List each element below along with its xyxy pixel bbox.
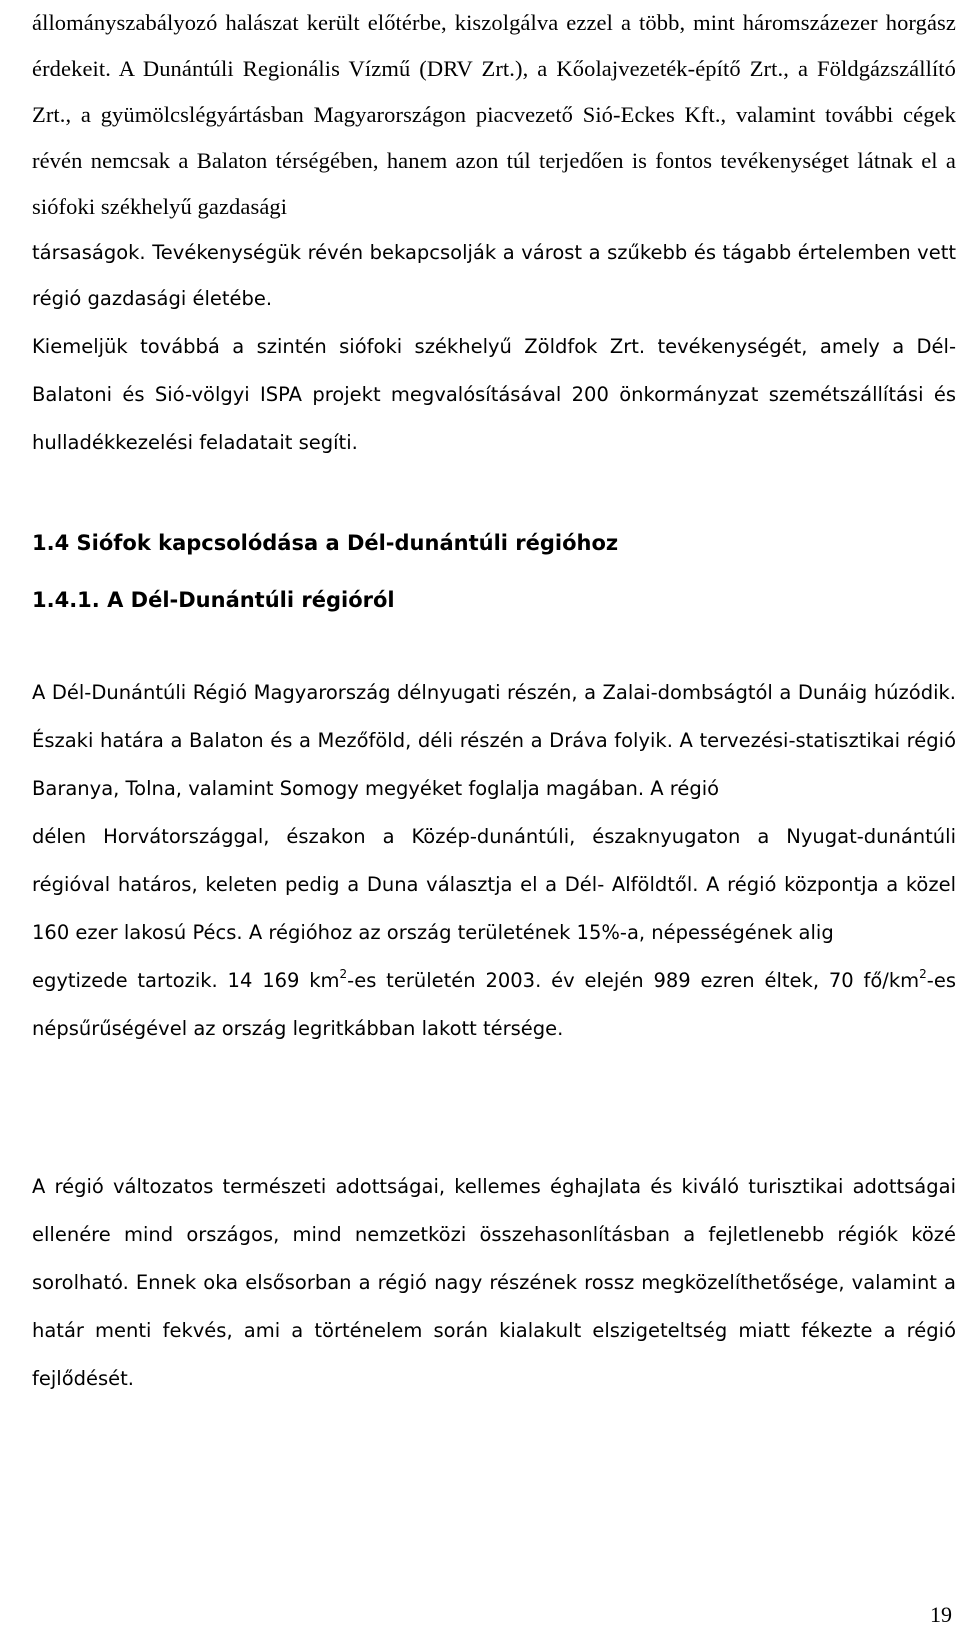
region-text-3c: -es népsűrűségével az ország legritkábban lakott térsége. bbox=[32, 969, 956, 1040]
paragraph-tourism: A régió változatos természeti adottságai, kellemes éghajlata és kiváló turisztikai adottságai ellenére mind országos, mind nemzetközi összehasonlításban a fejletlenebb régiók közé sorolható. Ennek oka elsősorban a régió nagy részének rossz megközelíthetősége, valamint a határ menti fekvés, ami a történelem során kialakult elszigeteltség miatt fékezte a régió fejlődését. bbox=[32, 1175, 956, 1390]
page-number: 19 bbox=[930, 1602, 952, 1627]
paragraph-region bbox=[32, 669, 956, 1053]
region-text-3 bbox=[32, 957, 956, 1053]
superscript-2-a: 2 bbox=[339, 967, 348, 981]
region-text-3a: egytizede tartozik. 14 169 km bbox=[32, 969, 340, 992]
section-heading-1-4: 1.4 Siófok kapcsolódása a Dél-dunántúli régióhoz bbox=[32, 531, 619, 555]
subsection-heading-1-4-1: 1.4.1. A Dél-Dunántúli régióról bbox=[32, 588, 395, 612]
region-text-2: délen Horvátországgal, északon a Közép-dunántúli, északnyugaton a Nyugat-dunántúli régióval határos, keleten pedig a Duna választja el a Dél- Alföldtől. A régió központja a közel 160 ezer lakosú Pécs. A régióhoz az ország területének 15%-a, népességének alig bbox=[32, 825, 956, 944]
paragraph-intro bbox=[32, 0, 956, 322]
intro-text-part2: társaságok. Tevékenységük révén bekapcsolják a várost a szűkebb és tágabb értelemben vett régió gazdasági életébe. bbox=[32, 241, 956, 310]
intro-text-part1: állományszabályozó halászat került előtérbe, kiszolgálva ezzel a több, mint háromszázezer horgász érdekeit. A Dunántúli Regionális Vízmű (DRV Zrt.), a Kőolajvezeték-építő Zrt., a Földgázszállító Zrt., a gyümölcslégyártásban Magyarországon piacvezető Sió-Eckes Kft., valamint további cégek révén nemcsak a Balaton térségében, hanem azon túl terjedően is fontos tevékenységet látnak el a siófoki székhelyű gazdasági bbox=[32, 10, 956, 219]
superscript-2-b: 2 bbox=[919, 967, 927, 981]
paragraph-zoldfok: Kiemeljük továbbá a szintén siófoki székhelyű Zöldfok Zrt. tevékenységét, amely a Dél-Balatoni és Sió-völgyi ISPA projekt megvalósításával 200 önkormányzat szemétszállítási és hulladékkezelési feladatait segíti. bbox=[32, 335, 956, 454]
region-text-1: A Dél-Dunántúli Régió Magyarország délnyugati részén, a Zalai-dombságtól a Dunáig húzódik. Északi határa a Balaton és a Mezőföld, déli részén a Dráva folyik. A tervezési-statisztikai régió Baranya, Tolna, valamint Somogy megyéket foglalja magában. A régió bbox=[32, 681, 956, 800]
region-text-3b: -es területén 2003. év elején 989 ezren éltek, 70 fő/km bbox=[347, 969, 920, 992]
